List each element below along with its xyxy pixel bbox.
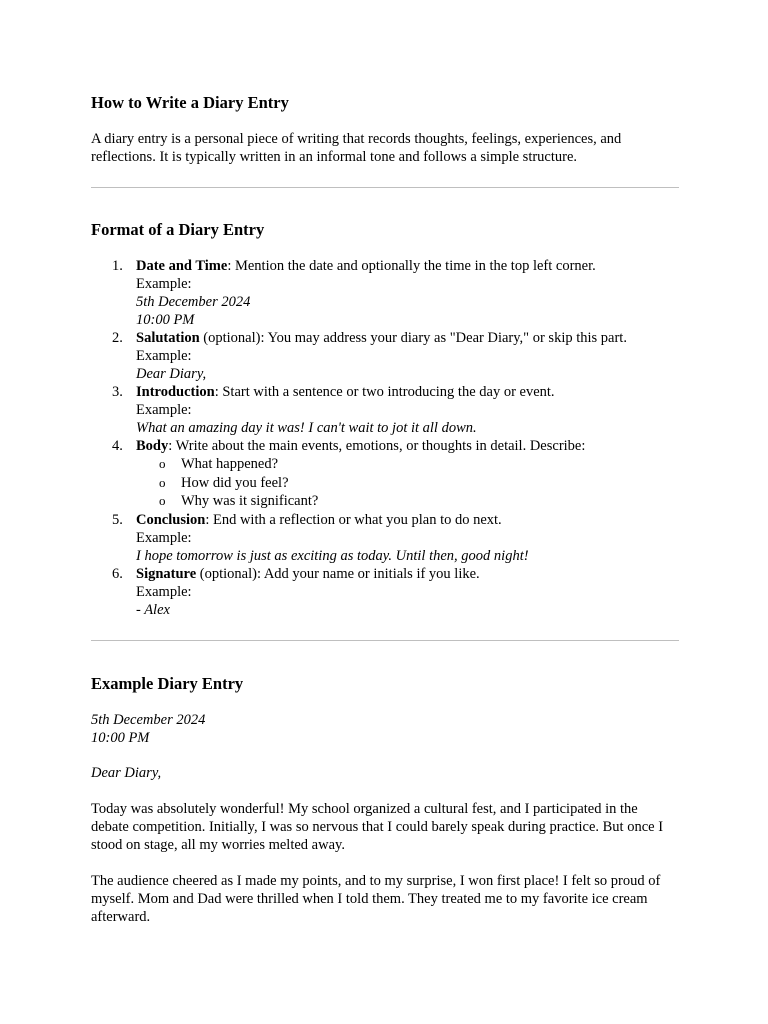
list-item <box>91 257 679 329</box>
step-term: Body <box>136 438 169 454</box>
list-number: 4. <box>112 438 123 454</box>
list-item <box>91 329 679 383</box>
step-term: Salutation <box>136 330 200 346</box>
example-text: 5th December 2024 <box>136 294 251 310</box>
step-desc: : Start with a sentence or two introducing the day or event. <box>214 384 555 400</box>
step-term: Signature <box>136 565 197 582</box>
example-heading: Example Diary Entry <box>91 673 244 693</box>
step-desc: : End with a reflection or what you plan to do next. <box>205 511 502 528</box>
bullet-icon: o <box>159 474 166 490</box>
sublist-item: o What happened? <box>159 456 279 472</box>
entry-paragraph: The audience cheered as I made my points, and to my surprise, I won first place! I felt so proud of myself. Mom and Dad were thrilled when I told them. They treated me to my favorite ice cream afterward. <box>91 872 661 925</box>
section-divider <box>91 187 679 188</box>
body-sublist <box>136 455 679 511</box>
example-text: Dear Diary, <box>136 366 207 382</box>
example-label: Example: <box>136 348 192 364</box>
step-term: Date and Time <box>136 258 228 274</box>
intro-paragraph: A diary entry is a personal piece of writing that records thoughts, feelings, experiences, and reflections. It is typically written in an informal tone and follows a simple structure. <box>91 131 622 165</box>
example-text: - Alex <box>136 601 170 618</box>
list-item <box>91 565 679 619</box>
entry-date: 5th December 2024 <box>91 711 206 728</box>
example-label: Example: <box>136 276 192 292</box>
step-term: Introduction <box>136 384 215 400</box>
example-text: 10:00 PM <box>136 312 195 328</box>
example-label: Example: <box>136 402 192 418</box>
list-item <box>91 437 679 511</box>
step-desc: : Mention the date and optionally the time in the top left corner. <box>227 258 596 274</box>
list-number: 6. <box>112 565 123 582</box>
step-desc: : Write about the main events, emotions, or thoughts in detail. Describe: <box>168 438 586 454</box>
list-number: 1. <box>112 258 123 274</box>
list-number: 5. <box>112 511 123 528</box>
entry-time: 10:00 PM <box>91 729 150 746</box>
format-steps-list <box>91 257 679 619</box>
list-item <box>91 511 679 565</box>
bullet-icon: o <box>159 493 166 508</box>
section-divider <box>91 640 679 641</box>
example-label: Example: <box>136 583 192 600</box>
step-term: Conclusion <box>136 511 206 528</box>
sublist-item: o How did you feel? <box>159 474 289 491</box>
document-page <box>91 0 679 926</box>
list-number: 3. <box>112 384 123 400</box>
example-text: What an amazing day it was! I can't wait to jot it all down. <box>136 420 477 436</box>
example-text: I hope tomorrow is just as exciting as today. Until then, good night! <box>136 547 529 564</box>
entry-paragraph: Today was absolutely wonderful! My school organized a cultural fest, and I participated in the debate competition. Initially, I was so nervous that I could barely speak during practice. But once I stood on stage, all my worries melted away. <box>91 800 664 853</box>
step-desc: (optional): You may address your diary as "Dear Diary," or skip this part. <box>199 330 627 346</box>
page-title: How to Write a Diary Entry <box>91 93 289 112</box>
list-item <box>91 383 679 437</box>
sublist-item: o Why was it significant? <box>159 493 319 509</box>
bullet-icon: o <box>159 456 166 471</box>
step-desc: (optional): Add your name or initials if you like. <box>196 565 480 582</box>
format-heading: Format of a Diary Entry <box>91 220 265 239</box>
list-number: 2. <box>112 330 123 346</box>
entry-salutation: Dear Diary, <box>91 764 162 781</box>
example-label: Example: <box>136 529 192 546</box>
